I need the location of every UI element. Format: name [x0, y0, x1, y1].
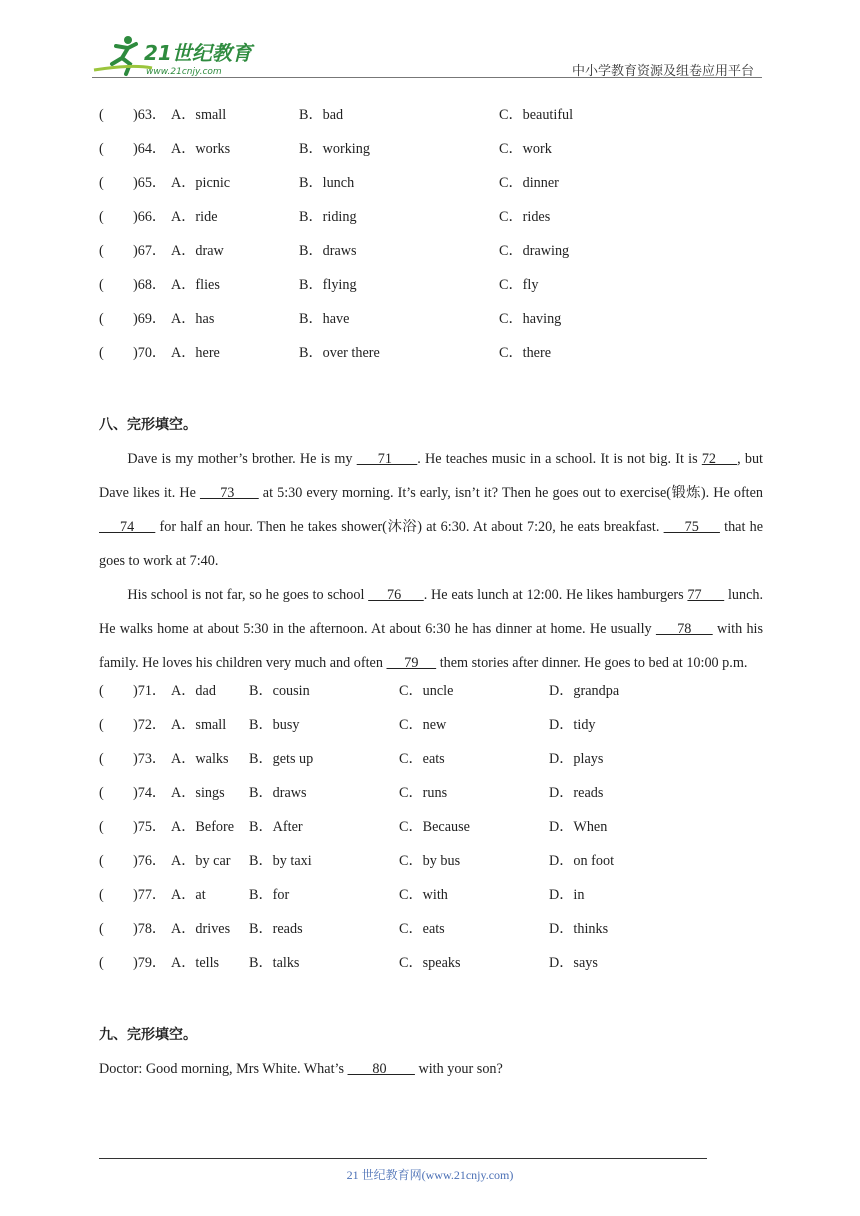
blank-80[interactable]: 80 — [347, 1061, 415, 1077]
option-a: A．at — [171, 887, 206, 903]
option-a: A．has — [171, 311, 215, 327]
option-c: C．eats — [399, 751, 445, 767]
question-number: )73． — [133, 751, 167, 767]
option-d: D．When — [549, 819, 608, 835]
answer-paren[interactable]: ( — [99, 819, 104, 835]
option-a: A．sings — [171, 785, 225, 801]
question-number: )63． — [133, 107, 167, 123]
passage-paragraph-2 — [99, 578, 763, 680]
option-c: C．new — [399, 717, 447, 733]
question-row-64 — [99, 138, 763, 172]
section9-title: 九、完形填空。 — [99, 1027, 197, 1043]
option-b: B．bad — [299, 107, 344, 123]
question-number: )78． — [133, 921, 167, 937]
question-number: )74． — [133, 785, 167, 801]
option-b: B．reads — [249, 921, 303, 937]
question-number: )76． — [133, 853, 167, 869]
option-b: B．by taxi — [249, 853, 312, 869]
question-row-69 — [99, 308, 763, 342]
section8-question-list — [99, 680, 763, 986]
question-row-66 — [99, 206, 763, 240]
option-b: B．lunch — [299, 175, 355, 191]
question-number: )69． — [133, 311, 167, 327]
option-c: C．uncle — [399, 683, 454, 699]
question-row-79 — [99, 952, 763, 986]
question-row-71 — [99, 680, 763, 714]
platform-name: 中小学教育资源及组卷应用平台 — [571, 64, 754, 79]
question-number: )64． — [133, 141, 167, 157]
answer-paren[interactable]: ( — [99, 683, 104, 699]
question-row-70 — [99, 342, 763, 376]
option-a: A．works — [171, 141, 231, 157]
option-a: A．small — [171, 717, 227, 733]
option-a: A．picnic — [171, 175, 231, 191]
option-d: D．plays — [549, 751, 604, 767]
option-b: B．draws — [249, 785, 307, 801]
option-c: C．beautiful — [499, 107, 574, 123]
option-b: B．talks — [249, 955, 300, 971]
blank-73[interactable]: 73 — [199, 485, 259, 501]
option-b: B．working — [299, 141, 370, 157]
answer-paren[interactable]: ( — [99, 785, 104, 801]
option-c: C．fly — [499, 277, 539, 293]
option-d: D．says — [549, 955, 598, 971]
question-number: )79． — [133, 955, 167, 971]
option-c: C．by bus — [399, 853, 461, 869]
dialogue-text: with your son? — [414, 1061, 503, 1077]
option-d: D．thinks — [549, 921, 609, 937]
question-row-73 — [99, 748, 763, 782]
option-c: C．work — [499, 141, 552, 157]
option-a: A．draw — [171, 243, 224, 259]
option-c: C．speaks — [399, 955, 461, 971]
answer-paren[interactable]: ( — [99, 175, 104, 191]
header-divider — [92, 77, 762, 78]
option-a: A．ride — [171, 209, 218, 225]
option-b: B．draws — [299, 243, 357, 259]
option-a: A．walks — [171, 751, 229, 767]
question-row-76 — [99, 850, 763, 884]
option-b: B．for — [249, 887, 290, 903]
blank-75[interactable]: 75 — [663, 519, 720, 535]
option-c: C．dinner — [499, 175, 559, 191]
question-number: )68． — [133, 277, 167, 293]
answer-paren[interactable]: ( — [99, 751, 104, 767]
answer-paren[interactable]: ( — [99, 921, 104, 937]
option-d: D．tidy — [549, 717, 596, 733]
answer-paren[interactable]: ( — [99, 107, 104, 123]
logo-text: 21世纪教育 — [144, 41, 252, 65]
option-a: A．tells — [171, 955, 220, 971]
blank-72[interactable]: 72 — [701, 451, 738, 467]
passage-text: at 5:30 every morning. It’s early, isn’t it? Then he goes out to exercise(锻炼). He often — [258, 485, 764, 501]
option-b: B．riding — [299, 209, 357, 225]
passage-text: with his family. He loves his children very much and often — [99, 621, 764, 671]
passage-text: that he goes to work at 7:40. — [99, 519, 764, 569]
option-b: B．flying — [299, 277, 357, 293]
passage-text: for half an hour. Then he takes shower(沐浴) at 6:30. At about 7:20, he eats breakfast. — [155, 519, 664, 535]
blank-77[interactable]: 77 — [687, 587, 725, 603]
question-number: )66． — [133, 209, 167, 225]
blank-71[interactable]: 71 — [356, 451, 418, 467]
option-b: B．busy — [249, 717, 300, 733]
answer-paren[interactable]: ( — [99, 243, 104, 259]
question-number: )65． — [133, 175, 167, 191]
answer-paren[interactable]: ( — [99, 717, 104, 733]
dialogue-line-1 — [99, 1052, 763, 1086]
option-a: A．by car — [171, 853, 231, 869]
question-row-72 — [99, 714, 763, 748]
blank-79[interactable]: 79 — [386, 655, 437, 671]
answer-paren[interactable]: ( — [99, 209, 104, 225]
footer-text[interactable]: 21 世纪教育网(www.21cnjy.com) — [346, 1168, 514, 1182]
option-c: C．runs — [399, 785, 448, 801]
question-number: )75． — [133, 819, 167, 835]
runner-logo-icon — [92, 34, 262, 78]
option-c: C．Because — [399, 819, 470, 835]
answer-paren[interactable]: ( — [99, 141, 104, 157]
option-d: D．on foot — [549, 853, 615, 869]
option-c: C．with — [399, 887, 448, 903]
answer-paren[interactable]: ( — [99, 955, 104, 971]
option-c: C．eats — [399, 921, 445, 937]
logo — [92, 34, 262, 78]
option-c: C．drawing — [499, 243, 570, 259]
option-b: B．cousin — [249, 683, 310, 699]
option-d: D．grandpa — [549, 683, 620, 699]
option-a: A．Before — [171, 819, 235, 835]
page-header — [0, 0, 860, 80]
option-d: D．in — [549, 887, 585, 903]
option-a: A．here — [171, 345, 220, 361]
option-a: A．dad — [171, 683, 216, 699]
option-b: B．gets up — [249, 751, 314, 767]
question-row-74 — [99, 782, 763, 816]
passage-text: His school is not far, so he goes to school — [127, 587, 369, 603]
answer-paren[interactable]: ( — [99, 277, 104, 293]
option-b: B．After — [249, 819, 303, 835]
question-row-63 — [99, 104, 763, 138]
question-row-75 — [99, 816, 763, 850]
question-number: )71． — [133, 683, 167, 699]
option-b: B．over there — [299, 345, 380, 361]
option-c: C．there — [499, 345, 552, 361]
dialogue-text: Doctor: Good morning, Mrs White. What’s — [99, 1061, 348, 1077]
passage-paragraph-1 — [99, 442, 763, 578]
answer-paren[interactable]: ( — [99, 853, 104, 869]
question-row-78 — [99, 918, 763, 952]
passage-text: them stories after dinner. He goes to bed at 10:00 p.m. — [436, 655, 748, 671]
section7-question-list — [99, 104, 763, 376]
section8-title: 八、完形填空。 — [99, 417, 197, 433]
passage-text: lunch. He walks home at about 5:30 in the afternoon. At about 6:30 he has dinner at home. He usually — [99, 587, 764, 637]
blank-74[interactable]: 74 — [99, 519, 156, 535]
question-row-77 — [99, 884, 763, 918]
option-a: A．flies — [171, 277, 220, 293]
blank-76[interactable]: 76 — [368, 587, 424, 603]
question-number: )72． — [133, 717, 167, 733]
passage-text: . He teaches music in a school. It is not big. It is — [417, 451, 702, 467]
option-b: B．have — [299, 311, 350, 327]
question-row-65 — [99, 172, 763, 206]
answer-paren[interactable]: ( — [99, 887, 104, 903]
option-d: D．reads — [549, 785, 604, 801]
answer-paren[interactable]: ( — [99, 345, 104, 361]
option-c: C．rides — [499, 209, 551, 225]
document-body — [99, 104, 763, 1086]
logo-url: www.21cnjy.com — [146, 67, 222, 77]
question-row-67 — [99, 240, 763, 274]
answer-paren[interactable]: ( — [99, 311, 104, 327]
passage-text: . He eats lunch at 12:00. He likes hamburgers — [423, 587, 688, 603]
option-c: C．having — [499, 311, 562, 327]
blank-78[interactable]: 78 — [655, 621, 713, 637]
question-number: )67． — [133, 243, 167, 259]
question-number: )70． — [133, 345, 167, 361]
footer-divider — [99, 1158, 707, 1159]
passage-text: Dave is my mother’s brother. He is my — [127, 451, 357, 467]
option-a: A．small — [171, 107, 227, 123]
question-number: )77． — [133, 887, 167, 903]
question-row-68 — [99, 274, 763, 308]
passage-text: , but Dave likes it. He — [99, 451, 763, 501]
option-a: A．drives — [171, 921, 231, 937]
